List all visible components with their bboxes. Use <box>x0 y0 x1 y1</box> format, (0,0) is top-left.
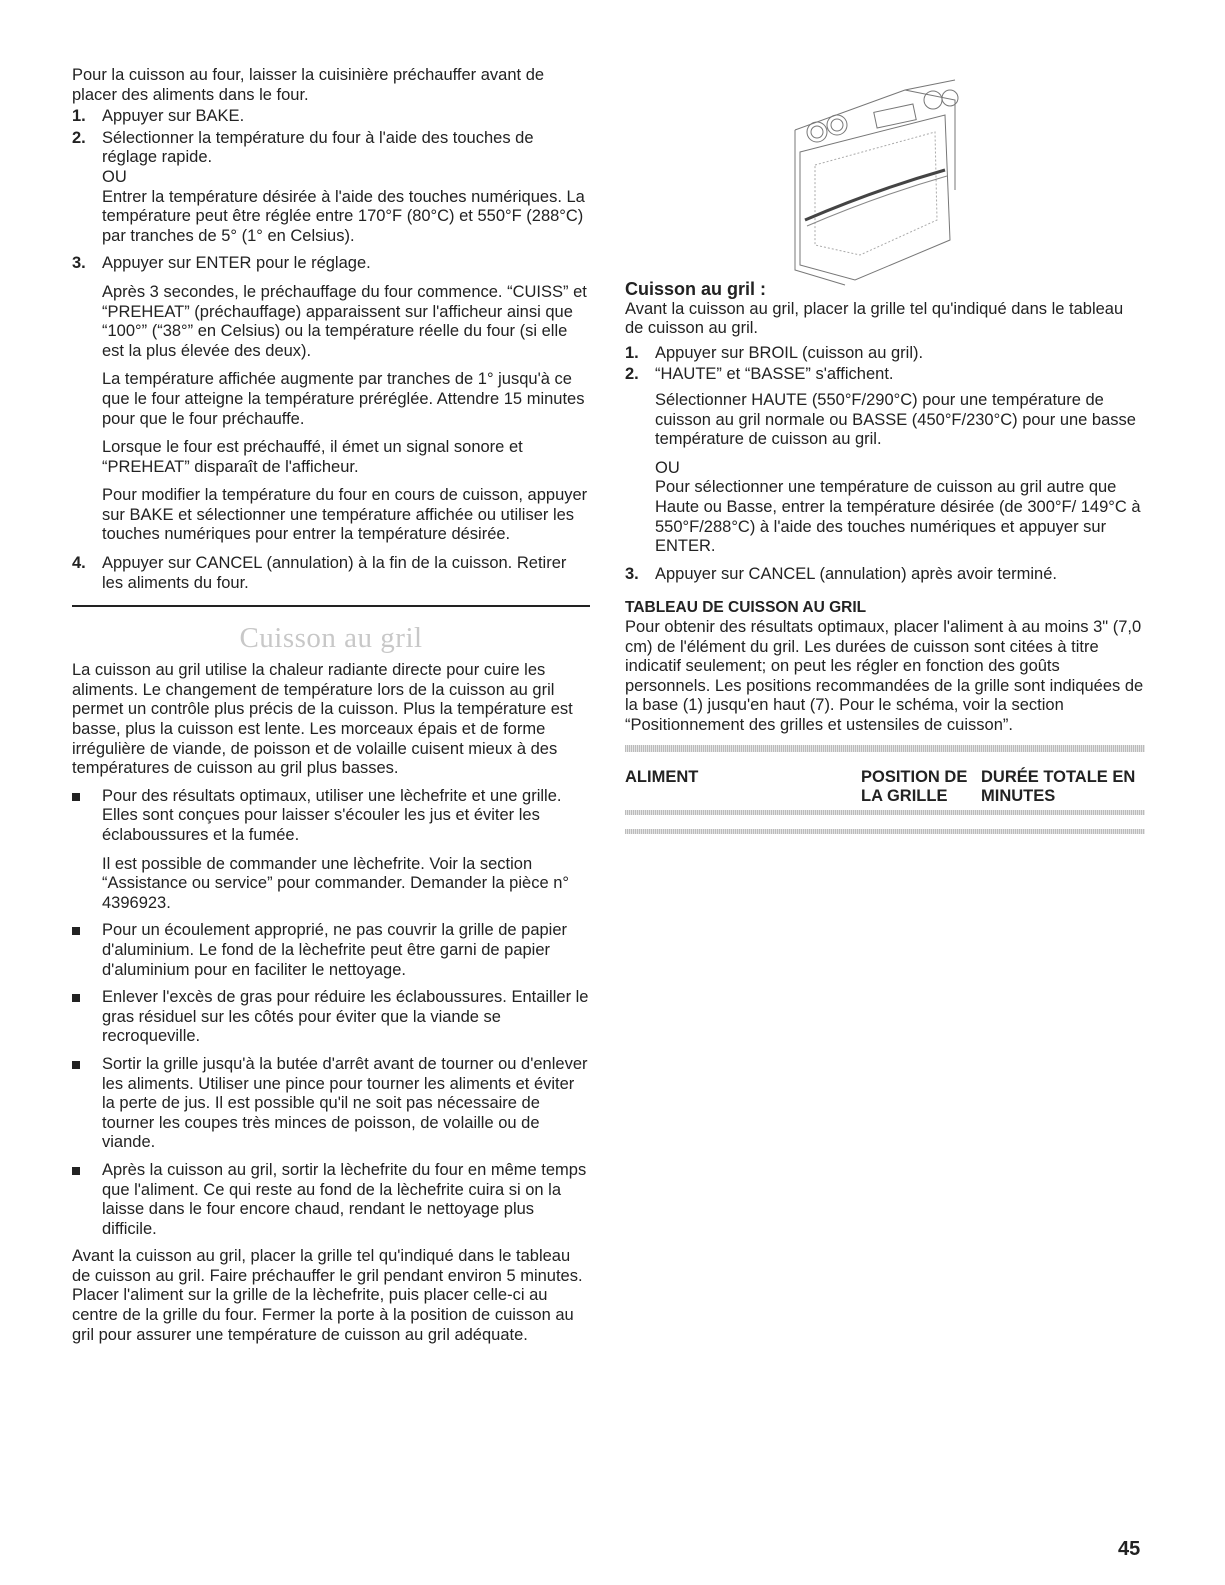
bullet-square <box>72 1061 80 1069</box>
header-aliment: ALIMENT <box>625 768 699 787</box>
bullet-square <box>72 927 80 935</box>
broil-step2-para1: Sélectionner HAUTE (550°F/290°C) pour une température de cuisson au gril normale ou BASSE (450°F/230°C) pour une basse température de cuisson au gril. <box>655 390 1136 449</box>
bake-step3-para1: Après 3 secondes, le préchauffage du four commence. “CUISS” et “PREHEAT” (préchauffage) apparaissent sur l'afficheur ainsi que “100°” (“38°” en Celsius) ou la température réelle du four (si elle est la plus élevée des deux). <box>102 282 587 360</box>
broil-heading: Cuisson au gril : <box>625 279 767 299</box>
broil-right-intro: Avant la cuisson au gril, placer la grille tel qu'indiqué dans le tableau de cuisson au gril. <box>625 299 1124 338</box>
right-column <box>625 280 1145 834</box>
section-divider <box>72 605 590 607</box>
bullet-square <box>72 994 80 1002</box>
page-number: 45 <box>1118 1538 1141 1560</box>
table-header-row <box>625 762 1145 810</box>
bake-step-2: 2. Sélectionner la température du four à l'aide des touches de réglage rapide. <box>72 128 534 167</box>
table-bottom-border <box>625 829 1145 834</box>
bake-step-4: 4. Appuyer sur CANCEL (annulation) à la fin de la cuisson. Retirer les aliments du four. <box>72 554 567 592</box>
bake-step3-para3: Lorsque le four est préchauffé, il émet un signal sonore et “PREHEAT” disparaît de l'afficheur. <box>102 438 523 476</box>
bullet-square <box>72 793 80 801</box>
bake-step-1: 1. Appuyer sur BAKE. <box>72 107 245 126</box>
header-duree: DURÉE TOTALE EN MINUTES <box>981 768 1136 806</box>
header-position: POSITION DE LA GRILLE <box>861 768 968 806</box>
bullet-square <box>72 1167 80 1175</box>
broil-bullet-2: Pour un écoulement approprié, ne pas couvrir la grille de papier d'aluminium. Le fond de la lèchefrite peut être garni de papier d'aluminium pour en faciliter le nettoyage. <box>72 921 590 980</box>
broil-table-intro: Pour obtenir des résultats optimaux, placer l'aliment à au moins 3" (7,0 cm) de l'élément du gril. Les durées de cuisson sont citées à titre indicatif seulement; on peut les régler en fonction des goûts personnels. Les positions recommandées de la grille sont indiquées de la base (1) jusqu'en haut (7). Pour le schéma, voir la section “Positionnement des grilles et ustensiles de cuisson”. <box>625 617 1144 734</box>
broil-closing: Avant la cuisson au gril, placer la grille tel qu'indiqué dans le tableau de cuisson au gril. Faire préchauffer le gril pendant environ 5 minutes. Placer l'aliment sur la grille de la lèchefrite, puis placer celle-ci au centre de la grille du four. Fermer la porte à la position de cuisson au gril pour assurer une température de cuisson au gril adéquate. <box>72 1247 583 1344</box>
broil-section-title: Cuisson au gril <box>239 622 423 655</box>
broil-step-3: 3. Appuyer sur CANCEL (annulation) après avoir terminé. <box>625 564 1057 583</box>
oven-door-illustration <box>785 70 965 290</box>
bake-step2-or: OU <box>102 167 127 186</box>
bake-step-3: 3. Appuyer sur ENTER pour le réglage. <box>72 254 371 273</box>
table-top-border <box>625 745 1145 752</box>
broil-bullet-4: Sortir la grille jusqu'à la butée d'arrêt avant de tourner ou d'enlever les aliments. Utiliser une pince pour tourner les aliments et éviter la perte de jus. Il est possible qu'il ne soit pas nécessaire de tourner les coupes très minces de poisson, de volaille ou de viande. <box>72 1055 590 1153</box>
bake-step3-para4: Pour modifier la température du four en cours de cuisson, appuyer sur BAKE et sélectionner une température affichée ou utiliser les touches numériques pour entrer la température désirée. <box>102 486 588 544</box>
broil-step-1: 1. Appuyer sur BROIL (cuisson au gril). <box>625 343 924 362</box>
table-header-border <box>625 810 1145 815</box>
left-column <box>72 66 590 1345</box>
broil-bullet-5: Après la cuisson au gril, sortir la lèchefrite du four en même temps que l'aliment. Ce qui reste au fond de la lèchefrite cuira si on la laisse dans le four encore chaud, rendant le nettoyage plus difficile. <box>72 1161 590 1239</box>
broil-table-title: TABLEAU DE CUISSON AU GRIL <box>625 599 867 617</box>
broil-step2-or: OU <box>655 458 680 477</box>
broil-bullet-3: Enlever l'excès de gras pour réduire les éclaboussures. Entailler le gras résiduel sur les côtés pour éviter que la viande se recroqueville. <box>72 988 590 1047</box>
broil-step2-para2: Pour sélectionner une température de cuisson au gril autre que Haute ou Basse, entrer la température désirée (de 300°F/ 149°C à 550°F/288°C) à l'aide des touches numériques et appuyer sur ENTER. <box>655 478 1141 556</box>
broil-intro: La cuisson au gril utilise la chaleur radiante directe pour cuire les aliments. Le changement de température lors de la cuisson au gril permet un contrôle plus précis de la cuisson. Plus la température est basse, plus la cuisson est lente. Les morceaux épais et de forme irrégulière de viande, de poisson et de volaille cuisent mieux à des températures de cuisson au gril plus basses. <box>72 661 573 778</box>
bake-intro: Pour la cuisson au four, laisser la cuisinière préchauffer avant de placer des aliments dans le four. <box>72 66 545 104</box>
broil-table <box>625 762 1145 810</box>
bake-step3-para2: La température affichée augmente par tranches de 1° jusqu'à ce que le four atteigne la température préréglée. Attendre 15 minutes pour que le four préchauffe. <box>102 370 585 428</box>
broil-bullet-1: Pour des résultats optimaux, utiliser une lèchefrite et une grille. Elles sont conçues pour laisser s'écouler les jus et éviter les éclaboussures et la fumée. Il est possible de commander une lèchefrite. Voir la section “Assistance ou service” pour commander. Demander la pièce n° 4396923. <box>72 787 590 914</box>
broil-step-2: 2. “HAUTE” et “BASSE” s'affichent. <box>625 365 894 384</box>
broil-bullet-1-cont: Il est possible de commander une lèchefrite. Voir la section “Assistance ou service” pour commander. Demander la pièce n° 4396923. <box>102 854 569 912</box>
bake-step2-alt: Entrer la température désirée à l'aide des touches numériques. La température peut être réglée entre 170°F (80°C) et 550°F (288°C) par tranches de 5° (1° en Celsius). <box>102 187 585 245</box>
